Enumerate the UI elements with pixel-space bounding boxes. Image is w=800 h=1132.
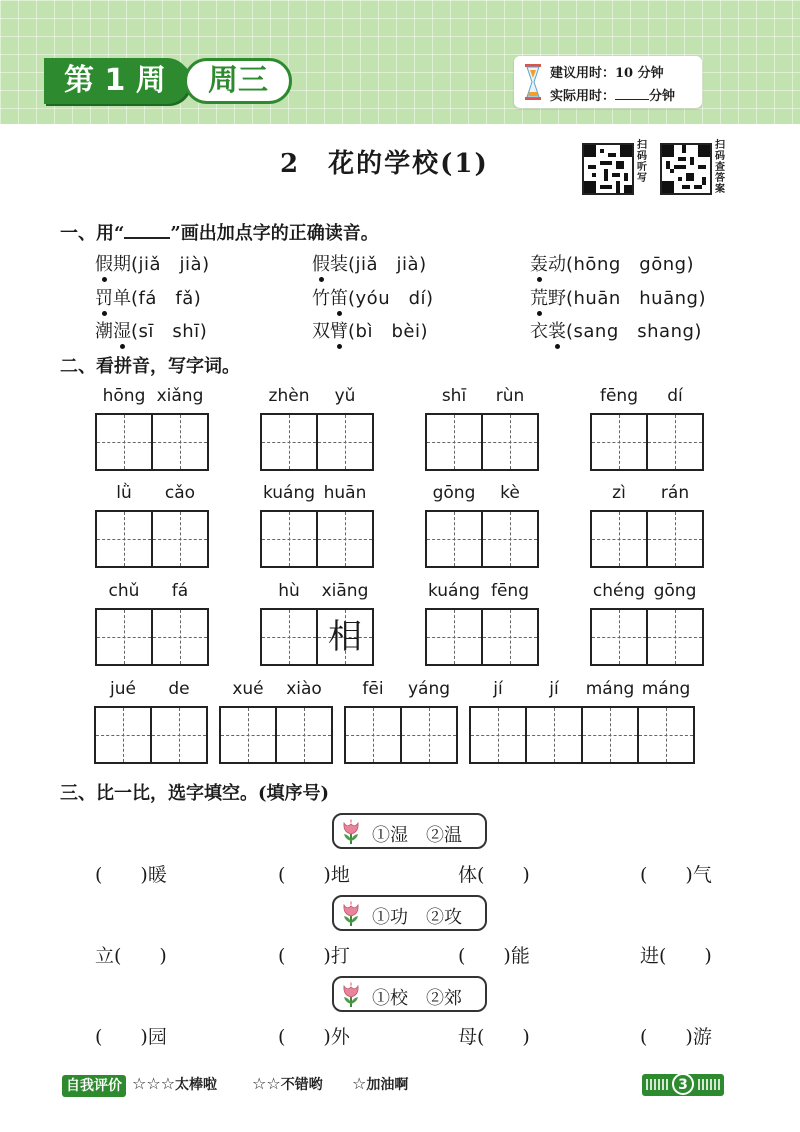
pinyin-label: jí bbox=[493, 679, 503, 699]
dotted-char: 轰 bbox=[530, 254, 548, 275]
written-char bbox=[483, 512, 537, 566]
choice-options-box bbox=[332, 813, 487, 849]
pinyin-label: hōng bbox=[102, 386, 146, 406]
writing-box[interactable] bbox=[150, 706, 208, 764]
tulip-icon bbox=[340, 819, 362, 845]
pinyin-label: máng bbox=[641, 679, 691, 699]
writing-box[interactable] bbox=[151, 510, 209, 568]
dotted-char: 荒 bbox=[530, 288, 548, 309]
pinyin-options: (fá fǎ) bbox=[131, 288, 202, 309]
char: 动 bbox=[548, 254, 566, 275]
written-char bbox=[97, 415, 151, 469]
reading-item[interactable] bbox=[530, 250, 694, 276]
pinyin-label: zhèn bbox=[268, 386, 310, 406]
pinyin-label: chǔ bbox=[108, 581, 140, 601]
choice-options-box bbox=[332, 895, 487, 931]
fill-blank[interactable]: ( )暖 bbox=[95, 864, 167, 886]
writing-box[interactable] bbox=[219, 706, 277, 764]
fill-blank[interactable]: 母( ) bbox=[458, 1026, 530, 1048]
dotted-char: 裳 bbox=[548, 321, 566, 342]
writing-box[interactable] bbox=[260, 608, 318, 666]
writing-box[interactable] bbox=[525, 706, 583, 764]
written-char bbox=[97, 610, 151, 664]
char: 单 bbox=[113, 288, 131, 309]
writing-box[interactable] bbox=[590, 510, 648, 568]
writing-box[interactable] bbox=[581, 706, 639, 764]
writing-box[interactable] bbox=[425, 510, 483, 568]
dotted-char: 湿 bbox=[113, 321, 131, 342]
written-char bbox=[648, 512, 702, 566]
written-char bbox=[153, 512, 207, 566]
page-number: 3 bbox=[672, 1073, 694, 1095]
pinyin-label: jí bbox=[549, 679, 559, 699]
pinyin-label: xiǎng bbox=[156, 386, 204, 406]
qr-code-dictation[interactable] bbox=[582, 143, 634, 195]
pinyin-label: fēng bbox=[490, 581, 529, 601]
char: 双 bbox=[312, 321, 330, 342]
day-badge: 周三 bbox=[184, 58, 292, 104]
pinyin-label: rùn bbox=[495, 386, 525, 406]
pinyin-label: jué bbox=[110, 679, 136, 699]
writing-box[interactable] bbox=[469, 706, 527, 764]
pinyin-label: kuáng bbox=[262, 483, 316, 503]
pinyin-label: shī bbox=[441, 386, 467, 406]
pinyin-options: (huān huāng) bbox=[566, 288, 706, 309]
fill-blank[interactable]: ( )园 bbox=[95, 1026, 167, 1048]
self-eval-label: 自我评价 bbox=[62, 1075, 126, 1097]
pinyin-options: (hōng gōng) bbox=[566, 254, 695, 275]
dotted-char: 臂 bbox=[330, 321, 348, 342]
pinyin-label: xiào bbox=[286, 679, 322, 699]
pinyin-label: rán bbox=[660, 483, 690, 503]
pinyin-label: yáng bbox=[407, 679, 451, 699]
written-char bbox=[483, 610, 537, 664]
char: 衣 bbox=[530, 321, 548, 342]
choice-options: ①校 ②郊 bbox=[372, 988, 462, 1009]
writing-box[interactable] bbox=[316, 413, 374, 471]
writing-box[interactable] bbox=[646, 510, 704, 568]
written-char bbox=[346, 708, 400, 762]
rating-great[interactable]: ☆☆☆太棒啦 bbox=[132, 1074, 218, 1093]
written-char bbox=[153, 415, 207, 469]
section3-title: 三、比一比，选字填空。(填序号) bbox=[60, 783, 330, 804]
qr-label-dictation: 扫码听写 bbox=[637, 140, 647, 184]
written-char bbox=[592, 512, 646, 566]
written-char bbox=[427, 610, 481, 664]
writing-box[interactable] bbox=[95, 413, 153, 471]
tulip-icon bbox=[340, 901, 362, 927]
char: 期 bbox=[113, 254, 131, 275]
written-char: 相 bbox=[328, 617, 362, 657]
rating-keep-going[interactable]: ☆加油啊 bbox=[352, 1074, 409, 1093]
pinyin-options: (jiǎ jià) bbox=[131, 254, 210, 275]
reading-item[interactable] bbox=[95, 250, 210, 276]
dotted-char: 假 bbox=[95, 254, 113, 275]
written-char bbox=[583, 708, 637, 762]
char: 竹 bbox=[312, 288, 330, 309]
writing-box[interactable] bbox=[94, 706, 152, 764]
written-char bbox=[96, 708, 150, 762]
fill-blank[interactable]: ( )游 bbox=[640, 1026, 712, 1048]
pinyin-label: lǜ bbox=[116, 483, 132, 503]
header-band bbox=[0, 0, 800, 124]
choice-options: ①湿 ②温 bbox=[372, 825, 462, 846]
writing-box[interactable] bbox=[275, 706, 333, 764]
char: 野 bbox=[548, 288, 566, 309]
qr-code-icon bbox=[662, 145, 710, 193]
dotted-char: 罚 bbox=[95, 288, 113, 309]
star-icon: ☆☆ bbox=[252, 1074, 281, 1093]
star-icon: ☆ bbox=[352, 1074, 367, 1093]
lesson-title: 2 花的学校(1) bbox=[280, 149, 489, 179]
rating-good[interactable]: ☆☆不错哟 bbox=[252, 1074, 323, 1093]
pinyin-label: kuáng bbox=[427, 581, 481, 601]
writing-box[interactable] bbox=[590, 608, 648, 666]
qr-code-icon bbox=[584, 145, 632, 193]
pinyin-label: fēi bbox=[362, 679, 384, 699]
pinyin-label: yǔ bbox=[334, 386, 356, 406]
pinyin-options: (sang shang) bbox=[566, 321, 702, 342]
written-char bbox=[262, 512, 316, 566]
pinyin-label: fēng bbox=[599, 386, 638, 406]
written-char bbox=[262, 610, 316, 664]
written-char bbox=[527, 708, 581, 762]
reading-item[interactable] bbox=[312, 284, 434, 310]
reading-item[interactable] bbox=[95, 284, 201, 310]
reading-item[interactable] bbox=[312, 250, 427, 276]
written-char bbox=[221, 708, 275, 762]
writing-box[interactable] bbox=[95, 608, 153, 666]
writing-box[interactable] bbox=[646, 608, 704, 666]
qr-label-answers: 扫码查答案 bbox=[715, 140, 725, 195]
qr-code-answers[interactable] bbox=[660, 143, 712, 195]
reading-item[interactable] bbox=[530, 284, 706, 310]
reading-item[interactable] bbox=[530, 317, 702, 343]
writing-box[interactable] bbox=[646, 413, 704, 471]
tulip-icon bbox=[340, 982, 362, 1008]
pinyin-label: gōng bbox=[653, 581, 697, 601]
pinyin-options: (jiǎ jià) bbox=[348, 254, 427, 275]
writing-box[interactable] bbox=[316, 510, 374, 568]
pinyin-label: kè bbox=[500, 483, 520, 503]
suggested-time: 建议用时：10 分钟 bbox=[550, 66, 664, 81]
writing-box[interactable] bbox=[425, 413, 483, 471]
pinyin-options: (bì bèi) bbox=[348, 321, 428, 342]
fill-blank[interactable]: ( )能 bbox=[458, 945, 530, 967]
fill-blank[interactable]: 进( ) bbox=[640, 945, 712, 967]
written-char bbox=[592, 415, 646, 469]
pinyin-label: dí bbox=[667, 386, 683, 406]
written-char bbox=[318, 415, 372, 469]
fill-blank[interactable]: 立( ) bbox=[95, 945, 167, 967]
pinyin-label: de bbox=[168, 679, 190, 699]
dotted-char: 假 bbox=[312, 254, 330, 275]
page-number-bar bbox=[642, 1074, 724, 1096]
writing-box[interactable] bbox=[260, 510, 318, 568]
writing-box[interactable] bbox=[260, 413, 318, 471]
actual-time: 实际用时： 分钟 bbox=[550, 89, 676, 104]
pinyin-label: máng bbox=[585, 679, 635, 699]
dotted-char: 笛 bbox=[330, 288, 348, 309]
pinyin-label: huān bbox=[323, 483, 367, 503]
fill-blank[interactable]: ( )外 bbox=[278, 1026, 350, 1048]
written-char bbox=[427, 415, 481, 469]
written-char bbox=[471, 708, 525, 762]
fill-blank[interactable]: ( )气 bbox=[640, 864, 712, 886]
star-icon: ☆☆☆ bbox=[132, 1074, 176, 1093]
char: 潮 bbox=[95, 321, 113, 342]
fill-blank[interactable]: 体( ) bbox=[458, 864, 530, 886]
written-char bbox=[427, 512, 481, 566]
written-char bbox=[262, 415, 316, 469]
section2-title: 二、看拼音，写字词。 bbox=[60, 356, 240, 377]
written-char bbox=[318, 512, 372, 566]
week-badge: 第 1 周 bbox=[44, 58, 190, 104]
pinyin-label: xué bbox=[232, 679, 264, 699]
writing-box[interactable] bbox=[590, 413, 648, 471]
writing-box[interactable] bbox=[481, 413, 539, 471]
pinyin-options: (yóu dí) bbox=[348, 288, 434, 309]
written-char bbox=[483, 415, 537, 469]
written-char bbox=[402, 708, 456, 762]
reading-item[interactable] bbox=[312, 317, 428, 343]
written-char bbox=[639, 708, 693, 762]
choice-options-box bbox=[332, 976, 487, 1012]
written-char bbox=[153, 610, 207, 664]
pinyin-label: xiāng bbox=[321, 581, 369, 601]
writing-box[interactable] bbox=[400, 706, 458, 764]
pinyin-label: hù bbox=[278, 581, 300, 601]
writing-box[interactable] bbox=[151, 413, 209, 471]
fill-blank[interactable]: ( )打 bbox=[278, 945, 350, 967]
reading-item[interactable] bbox=[95, 317, 207, 343]
written-char bbox=[152, 708, 206, 762]
pinyin-options: (sī shī) bbox=[131, 321, 208, 342]
writing-box[interactable] bbox=[425, 608, 483, 666]
writing-box[interactable] bbox=[95, 510, 153, 568]
written-char bbox=[648, 610, 702, 664]
choice-options: ①功 ②攻 bbox=[372, 907, 462, 928]
pinyin-label: gōng bbox=[432, 483, 476, 503]
pinyin-label: zì bbox=[612, 483, 626, 503]
fill-blank[interactable]: ( )地 bbox=[278, 864, 350, 886]
hourglass-icon bbox=[524, 64, 542, 100]
writing-box[interactable] bbox=[481, 510, 539, 568]
writing-box[interactable] bbox=[151, 608, 209, 666]
written-char bbox=[592, 610, 646, 664]
writing-box[interactable] bbox=[316, 608, 374, 666]
written-char bbox=[277, 708, 331, 762]
writing-box[interactable] bbox=[481, 608, 539, 666]
written-char bbox=[648, 415, 702, 469]
section1-title: 一、用“ ”画出加点字的正确读音。 bbox=[60, 223, 379, 244]
writing-box[interactable] bbox=[344, 706, 402, 764]
writing-box[interactable] bbox=[637, 706, 695, 764]
char: 装 bbox=[330, 254, 348, 275]
pinyin-label: fá bbox=[171, 581, 189, 601]
pinyin-label: cǎo bbox=[164, 483, 196, 503]
written-char bbox=[97, 512, 151, 566]
time-box bbox=[514, 56, 702, 108]
pinyin-label: chéng bbox=[592, 581, 646, 601]
